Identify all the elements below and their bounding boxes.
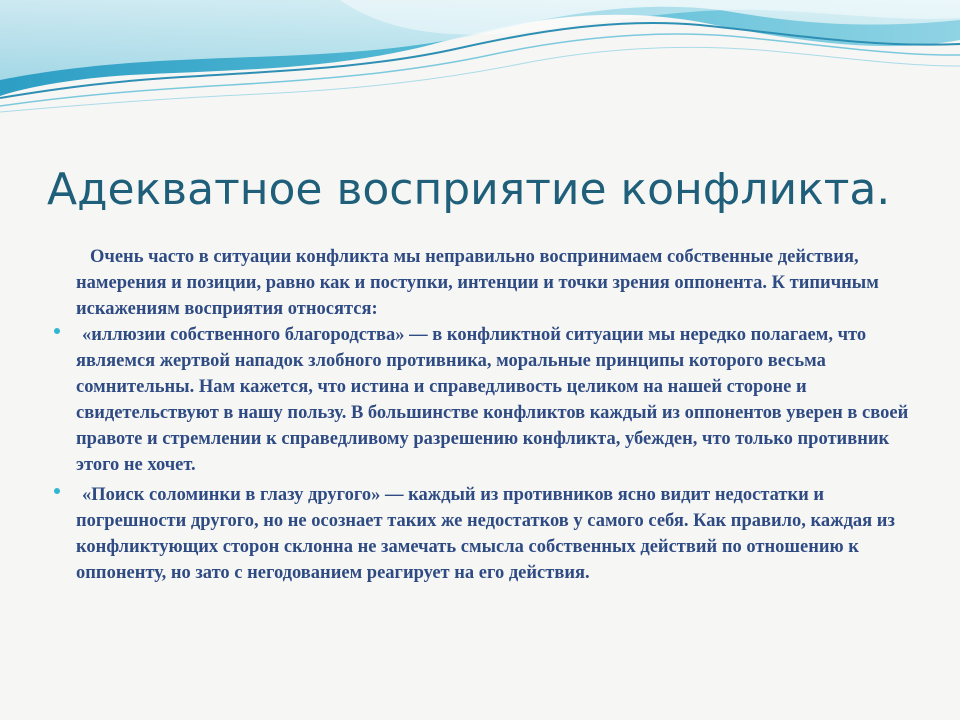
slide-body bbox=[50, 244, 912, 590]
bullet-dot-icon bbox=[54, 488, 60, 494]
slide-title: Адекватное восприятие конфликта. bbox=[47, 164, 891, 215]
bullet-text: «Поиск соломинки в глазу другого» — каждый из противников ясно видит недостатки и погрешности другого, но не осознает таких же недостатков у самого себя. Как правило, каждая из конфликтующих сторон склонна не замечать смысла собственных действий по отношению к оппоненту, но зато с негодованием реагирует на его действия. bbox=[76, 485, 895, 583]
bullet-dot-icon bbox=[54, 328, 60, 334]
wave-header-decoration bbox=[0, 0, 960, 130]
bullet-list bbox=[50, 322, 912, 586]
bullet-text: «иллюзии собственного благородства» — в конфликтной ситуации мы нередко полагаем, что являемся жертвой нападок злобного противника, моральные принципы которого весьма сомнительны. Нам кажется, что истина и справедливость целиком на нашей стороне и свидетельствуют в нашу пользу. В большинстве конфликтов каждый из оппонентов уверен в своей правоте и стремлении к справедливому разрешению конфликта, убежден, что только противник этого не хочет. bbox=[76, 325, 909, 475]
list-item bbox=[50, 482, 912, 586]
list-item bbox=[50, 322, 912, 478]
intro-paragraph: Очень часто в ситуации конфликта мы неправильно воспринимаем собственные действия, намерения и позиции, равно как и поступки, интенции и точки зрения оппонента. К типичным искажениям восприятия относятся: bbox=[76, 247, 879, 319]
